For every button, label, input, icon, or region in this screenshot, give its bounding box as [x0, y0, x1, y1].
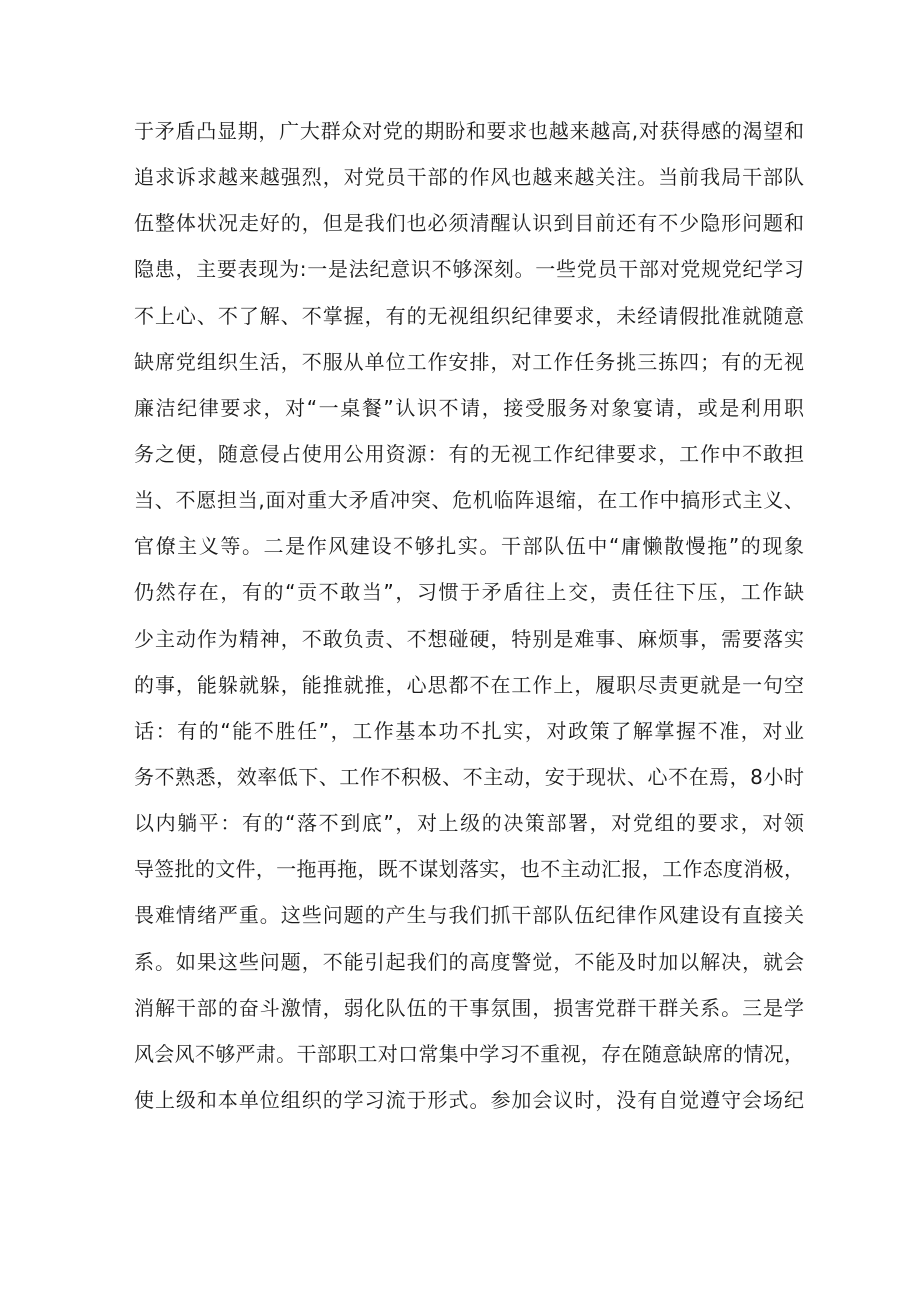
text-line: 廉洁纪律要求，对“一桌餐”认识不请，接受服务对象宴请，或是利用职 [134, 395, 804, 420]
text-line: 于矛盾凸显期，广大群众对党的期盼和要求也越来越高,对获得感的渴望和 [134, 119, 804, 143]
text-line: 仍然存在，有的“贡不敢当”，习惯于矛盾往上交，责任往下压，工作缺 [134, 580, 804, 605]
text-line: 风会风不够严肃。干部职工对口常集中学习不重视，存在随意缺席的情况， [134, 1041, 804, 1066]
text-line: 导签批的文件，一拖再拖，既不谋划落实，也不主动汇报，工作态度消极， [134, 857, 804, 882]
text-line: 伍整体状况走好的，但是我们也必须清醒认识到目前还有不少隐形问题和 [134, 211, 804, 236]
text-line: 缺席党组织生活，不服从单位工作安排，对工作任务挑三拣四；有的无视 [134, 349, 804, 374]
text-line: 务之便，随意侵占使用公用资源：有的无视工作纪律要求，工作中不敢担 [134, 441, 804, 466]
text-line: 畏难情绪严重。这些问题的产生与我们抓干部队伍纪律作风建设有直接关 [134, 903, 804, 928]
text-line: 话：有的“能不胜任”，工作基本功不扎实，对政策了解掌握不准，对业 [134, 718, 804, 743]
text-line: 使上级和本单位组织的学习流于形式。参加会议时，没有自觉遵守会场纪 [134, 1087, 804, 1112]
text-line: 不上心、不了解、不掌握，有的无视组织纪律要求，未经请假批准就随意 [134, 303, 804, 328]
text-line: 以内躺平：有的“落不到底”，对上级的决策部署，对党组的要求，对领 [134, 811, 804, 836]
text-line: 务不熟悉，效率低下、工作不积极、不主动，安于现状、心不在焉，8小时 [134, 764, 804, 789]
text-line: 消解干部的奋斗激情，弱化队伍的干事氛围，损害党群干群关系。三是学 [134, 995, 804, 1020]
text-line: 系。如果这些问题，不能引起我们的高度警觉，不能及时加以解决，就会 [134, 949, 804, 974]
text-line: 少主动作为精神，不敢负责、不想碰硬，特别是难事、麻烦事，需要落实 [134, 626, 804, 651]
text-line: 追求诉求越来越强烈，对党员干部的作风也越来越关注。当前我局干部队 [134, 165, 804, 190]
text-line: 当、不愿担当,面对重大矛盾冲突、危机临阵退缩，在工作中搞形式主义、 [134, 488, 804, 513]
text-line: 的事，能躲就躲，能推就推，心思都不在工作上，履职尽责更就是一句空 [134, 672, 804, 697]
body-paragraph [134, 108, 804, 1123]
text-line: 官僚主义等。二是作风建设不够扎实。干部队伍中“庸懒散慢拖”的现象 [134, 534, 804, 559]
text-line: 隐患，主要表现为:一是法纪意识不够深刻。一些党员干部对党规党纪学习 [134, 257, 804, 282]
